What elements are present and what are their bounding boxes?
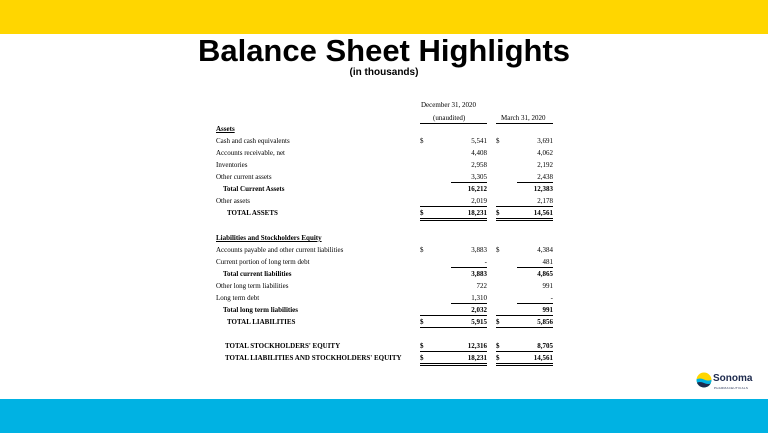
- value-dec-2020: 5,915: [471, 318, 487, 326]
- table-row: [215, 293, 555, 303]
- row-label: Long term debt: [216, 294, 260, 302]
- value-mar-2020: 5,856: [537, 318, 553, 326]
- value-mar-2020: 2,192: [537, 161, 553, 169]
- value-mar-2020: 3,691: [537, 137, 553, 145]
- row-label: Accounts payable and other current liabilities: [216, 246, 344, 254]
- value-mar-2020: 8,705: [537, 342, 553, 350]
- logo-tagline: PHARMACEUTICALS: [714, 386, 749, 390]
- column-header-mar-2020: March 31, 2020: [501, 114, 546, 122]
- dollar-sign: $: [496, 246, 500, 254]
- value-mar-2020: 4,865: [537, 270, 553, 278]
- value-dec-2020: 2,019: [471, 197, 487, 205]
- table-row-total-liabilities: [215, 317, 555, 327]
- page-title: Balance Sheet Highlights: [197, 33, 571, 68]
- assets-heading: Assets: [216, 125, 235, 133]
- value-dec-2020: 12,316: [467, 342, 487, 350]
- subtotal-line: [451, 267, 487, 268]
- total-line: [496, 206, 553, 207]
- table-row: [215, 136, 555, 146]
- table-row-total-long-term-liabilities: [215, 305, 555, 315]
- total-underline: [496, 351, 553, 352]
- table-row: [215, 196, 555, 206]
- value-mar-2020: 991: [542, 306, 553, 314]
- value-mar-2020: 2,438: [537, 173, 553, 181]
- row-label: Other long term liabilities: [216, 282, 289, 290]
- page-subtitle: (in thousands): [349, 67, 419, 78]
- value-mar-2020: 4,062: [537, 149, 553, 157]
- dollar-sign: $: [496, 209, 500, 217]
- dollar-sign: $: [496, 318, 500, 326]
- table-row: [215, 257, 555, 267]
- row-label: Total current liabilities: [223, 270, 292, 278]
- subtotal-line: [517, 182, 553, 183]
- value-dec-2020: 3,883: [471, 270, 487, 278]
- row-label: Other assets: [216, 197, 251, 205]
- double-underline: [420, 363, 487, 366]
- value-mar-2020: -: [550, 294, 553, 302]
- value-dec-2020: 1,310: [471, 294, 487, 302]
- row-label: Total Current Assets: [223, 185, 285, 193]
- top-yellow-band: [0, 0, 768, 34]
- value-mar-2020: 2,178: [537, 197, 553, 205]
- total-line: [496, 315, 553, 316]
- bottom-blue-band: [0, 399, 768, 433]
- column-subheader-unaudited: (unaudited): [433, 114, 466, 122]
- total-underline: [420, 351, 487, 352]
- sun-wave-logo-icon: [696, 372, 712, 388]
- dollar-sign: $: [420, 137, 424, 145]
- table-row: [215, 160, 555, 170]
- value-mar-2020: 14,561: [533, 354, 553, 362]
- dollar-sign: $: [420, 342, 424, 350]
- table-row-total-current-assets: [215, 184, 555, 194]
- table-row-total-stockholders-equity: [215, 341, 555, 351]
- row-label: Inventories: [216, 161, 248, 169]
- double-underline: [496, 218, 553, 221]
- row-label: TOTAL ASSETS: [227, 209, 278, 217]
- row-label: Total long term liabilities: [223, 306, 298, 314]
- logo-wordmark: Sonoma: [713, 373, 753, 384]
- total-underline: [420, 327, 487, 328]
- liabilities-heading-row: [215, 233, 555, 243]
- dollar-sign: $: [420, 246, 424, 254]
- value-mar-2020: 14,561: [533, 209, 553, 217]
- liabilities-heading: Liabilities and Stockholders Equity: [216, 234, 322, 242]
- double-underline: [420, 218, 487, 221]
- value-dec-2020: 16,212: [467, 185, 487, 193]
- row-label: Cash and cash equivalents: [216, 137, 290, 145]
- value-dec-2020: 3,883: [471, 246, 487, 254]
- value-mar-2020: 481: [542, 258, 553, 266]
- row-label: Accounts receivable, net: [216, 149, 285, 157]
- dollar-sign: $: [496, 354, 500, 362]
- value-mar-2020: 991: [542, 282, 553, 290]
- company-logo: [696, 370, 762, 396]
- value-dec-2020: 4,408: [471, 149, 487, 157]
- total-line: [420, 315, 487, 316]
- value-dec-2020: 2,958: [471, 161, 487, 169]
- row-label: TOTAL LIABILITIES: [227, 318, 296, 326]
- dollar-sign: $: [496, 137, 500, 145]
- double-underline: [496, 363, 553, 366]
- dollar-sign: $: [420, 354, 424, 362]
- table-row: [215, 245, 555, 255]
- subtotal-line: [451, 303, 487, 304]
- value-mar-2020: 4,384: [537, 246, 553, 254]
- row-label: Current portion of long term debt: [216, 258, 310, 266]
- table-row-total-current-liabilities: [215, 269, 555, 279]
- value-dec-2020: 18,231: [467, 209, 487, 217]
- total-line: [420, 206, 487, 207]
- dollar-sign: $: [420, 318, 424, 326]
- value-dec-2020: 3,305: [471, 173, 487, 181]
- value-dec-2020: 5,541: [471, 137, 487, 145]
- subtotal-line: [517, 303, 553, 304]
- table-row: [215, 281, 555, 291]
- table-row: [215, 172, 555, 182]
- row-label: TOTAL STOCKHOLDERS' EQUITY: [225, 342, 341, 350]
- subtotal-line: [517, 267, 553, 268]
- table-row: [215, 148, 555, 158]
- table-row-total-liabilities-and-equity: [215, 353, 555, 363]
- subtotal-line: [451, 182, 487, 183]
- value-dec-2020: 722: [476, 282, 487, 290]
- value-mar-2020: 12,383: [533, 185, 553, 193]
- dollar-sign: $: [420, 209, 424, 217]
- total-underline: [496, 327, 553, 328]
- table-row-total-assets: [215, 208, 555, 218]
- column-header-dec-2020: December 31, 2020: [421, 101, 477, 109]
- value-dec-2020: 18,231: [467, 354, 487, 362]
- value-dec-2020: -: [484, 258, 487, 266]
- row-label: Other current assets: [216, 173, 272, 181]
- row-label: TOTAL LIABILITIES AND STOCKHOLDERS' EQUITY: [225, 354, 402, 362]
- assets-heading-row: [215, 124, 555, 134]
- value-dec-2020: 2,032: [471, 306, 487, 314]
- dollar-sign: $: [496, 342, 500, 350]
